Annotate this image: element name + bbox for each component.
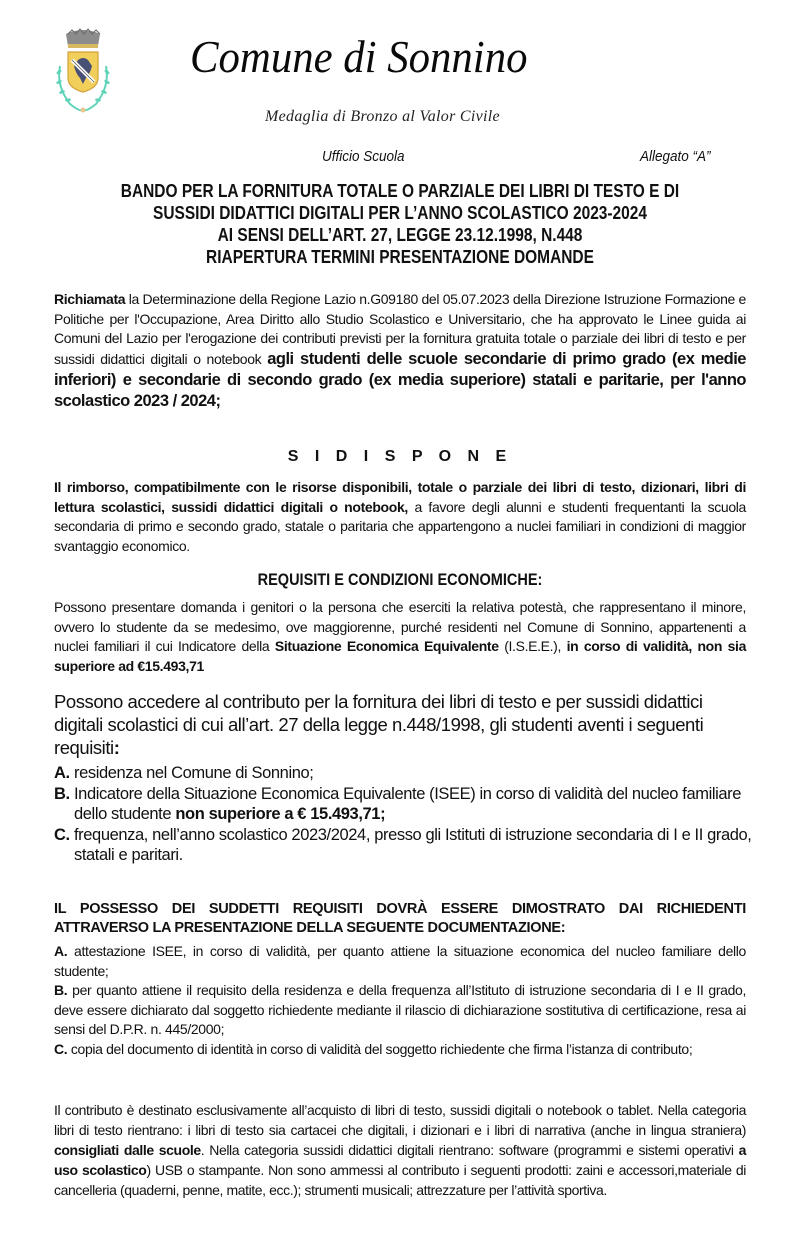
requirements-heading: REQUISITI E CONDIZIONI ECONOMICHE:: [257, 571, 543, 589]
municipal-coat-of-arms-icon: [50, 26, 116, 118]
requirements-list: [54, 763, 754, 866]
list-item: [54, 825, 754, 866]
requirements-intro-text: Possono accedere al contributo per la fornitura dei libri di testo e per sussidi didattici digitali scolastici di cui all’art. 27 della legge n.448/1998, gli studenti aventi i seguenti requisiti: [54, 691, 704, 758]
requirements-intro-colon: :: [113, 737, 120, 758]
requirements-text: Possono presentare domanda i genitori o la persona che eserciti la relativa potestà, che rappresentano il minore, ovvero lo studente da se medesimo, ove maggiorenne, purché residenti nel Comune di Sonnino, appartenenti a nuclei familiari il cui Indicatore della: [54, 599, 746, 654]
list-item-text: per quanto attiene il requisito della residenza e della frequenza all’Istituto di istruzione secondaria di I e II grado, deve essere dichiarato dal soggetto richiedente mediante il rilascio di dichiarazione sostitutiva di certificazione, resa ai sensi del D.P.R. n. 445/2000;: [54, 982, 746, 1037]
list-item-label: B.: [54, 784, 70, 803]
municipality-motto: Medaglia di Bronzo al Valor Civile: [265, 108, 500, 125]
closing-text: ) USB o stampante. Non sono ammessi al contributo i seguenti prodotti: zaini e accessori,materiale di cancelleria (quaderni, penne, matite, ecc.); strumenti musicali; attrezzature per l’attività sportiva.: [54, 1162, 746, 1198]
list-item: [54, 981, 746, 1040]
list-item-text: Indicatore della Situazione Economica Equivalente (ISEE) in corso di validità del nucleo familiare dello studente: [74, 784, 742, 823]
list-item: [54, 942, 746, 981]
documentation-list: [54, 942, 746, 1059]
closing-text: Il contributo è destinato esclusivamente all’acquisto di libri di testo, sussidi digitali o notebook o tablet. Nella categoria libri di testo rientrano: i libri di testo sia cartacei che digitali, i dizionari e i libri di narrativa (anche in lingua straniera): [54, 1102, 746, 1138]
dispone-bold: Il rimborso, compatibilmente con le risorse disponibili, totale o parziale dei libri di testo, dizionari, libri di lettura scolastici, sussidi didattici digitali o notebook,: [54, 479, 746, 515]
requirements-intro: [54, 690, 754, 759]
isee-threshold: in corso di validità, non sia superiore ad €15.493,71: [54, 638, 747, 674]
requirements-paragraph: [54, 598, 746, 676]
list-item-label: A.: [54, 943, 68, 959]
heading-line: SUSSIDI DIDATTICI DIGITALI PER L’ANNO SCOLASTICO 2023-2024: [152, 203, 648, 223]
heading-line: AI SENSI DELL’ART. 27, LEGGE 23.12.1998, N.448: [217, 225, 583, 245]
heading-line: RIAPERTURA TERMINI PRESENTAZIONE DOMANDE: [206, 247, 594, 267]
list-item-label: A.: [54, 764, 70, 782]
dispone-text: a favore degli alunni e studenti frequentanti la scuola secondaria di primo e secondo grado, statale o paritaria che appartengono a nuclei familiari in condizioni di maggior svantaggio economico.: [54, 498, 746, 554]
municipality-title: Comune di Sonnino: [190, 31, 528, 82]
list-item-bold: non superiore a € 15.493,71;: [175, 805, 386, 823]
si-dispone-heading: S I D I S P O N E: [287, 448, 513, 465]
list-item-text: frequenza, nell’anno scolastico 2023/2024, presso gli Istituti di istruzione secondaria di I e II grado, statali e paritari.: [74, 825, 752, 864]
list-item: [54, 784, 754, 825]
list-item-text: copia del documento di identità in corso di validità del soggetto richiedente che firma l’istanza di contributo;: [67, 1040, 693, 1057]
closing-bold: consigliati dalle scuole: [54, 1142, 201, 1158]
preamble-paragraph: [54, 290, 746, 412]
closing-text: . Nella categoria sussidi didattici digitali rientrano: software (programmi e sistemi operativi: [200, 1142, 739, 1158]
list-item-label: C.: [54, 825, 70, 844]
dispone-paragraph: [54, 478, 746, 556]
isee-label: Situazione Economica Equivalente: [274, 638, 499, 654]
list-item-label: B.: [54, 982, 68, 998]
heading-line: BANDO PER LA FORNITURA TOTALE O PARZIALE DEI LIBRI DI TESTO E DI: [120, 181, 680, 201]
document-heading: [40, 180, 760, 268]
list-item-text: residenza nel Comune di Sonnino;: [74, 764, 314, 782]
closing-paragraph: [54, 1100, 746, 1200]
list-item: [54, 1040, 746, 1060]
preamble-lead: Richiamata: [54, 291, 126, 307]
list-item-text: attestazione ISEE, in corso di validità, per quanto attiene la situazione economica del nucleo familiare dello studente;: [54, 943, 746, 979]
list-item-label: C.: [54, 1040, 68, 1057]
annex-label: Allegato “A”: [640, 148, 711, 165]
list-item: [54, 763, 754, 784]
preamble-bold-tail: agli studenti delle scuole secondarie di primo grado (ex medie inferiori) e secondarie di secondo grado (ex media superiore) statali e paritarie, per l'anno scolastico 2023 / 2024;: [54, 349, 746, 410]
office-label: Ufficio Scuola: [322, 148, 405, 165]
preamble-text: la Determinazione della Regione Lazio n.G09180 del 05.07.2023 della Direzione Istruzione Formazione e Politiche per l'Occupazione, Area Diritto allo Studio Scolastico e Universitario, che ha approvato le Linee guida ai Comuni del Lazio per l'erogazione dei contributi previsti per la fornitura gratuita totale o parziale dei libri di testo e per sussidi didattici digitali o notebook: [54, 291, 746, 367]
isee-abbr: (I.S.E.E.),: [498, 638, 567, 654]
closing-bold: a uso scolastico: [54, 1142, 746, 1178]
documentation-heading: IL POSSESSO DEI SUDDETTI REQUISITI DOVRÀ ESSERE DIMOSTRATO DAI RICHIEDENTI ATTRAVERSO LA PRESENTAZIONE DELLA SEGUENTE DOCUMENTAZIONE:: [54, 901, 746, 936]
